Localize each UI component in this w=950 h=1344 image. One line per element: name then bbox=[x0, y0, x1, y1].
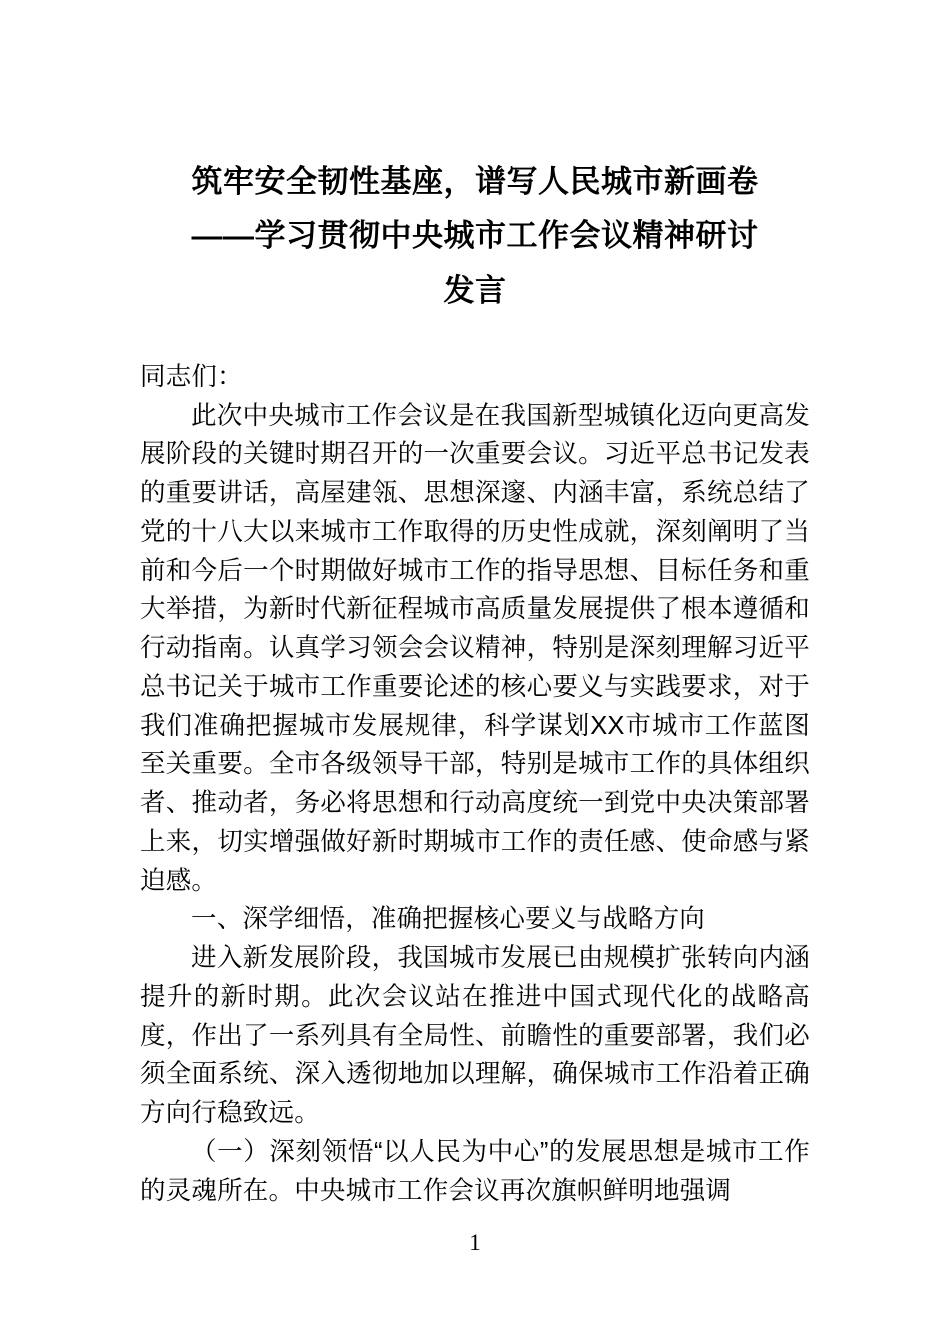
title-line-1: 筑牢安全韧性基座，谱写人民城市新画卷 bbox=[191, 164, 759, 199]
title-line-3: 发言 bbox=[443, 272, 507, 308]
paragraph-3: （一）深刻领悟“以人民为中心”的发展思想是城市工作的灵魂所在。中央城市工作会议再次旗帜鲜明地强调 bbox=[140, 1137, 810, 1205]
document-body bbox=[140, 358, 810, 1211]
paragraph-1: 此次中央城市工作会议是在我国新型城镇化迈向更高发展阶段的关键时期召开的一次重要会议。习近平总书记发表的重要讲话，高屋建瓴、思想深邃、内涵丰富，系统总结了党的十八大以来城市工作取得的历史性成就，深刻阐明了当前和今后一个时期做好城市工作的指导思想、目标任务和重大举措，为新时代新征程城市高质量发展提供了根本遵循和行动指南。认真学习领会会议精神，特别是深刻理解习近平总书记关于城市工作重要论述的核心要义与实践要求，对于我们准确把握城市发展规律，科学谋划XX市城市工作蓝图至关重要。全市各级领导干部，特别是城市工作的具体组织者、推动者，务必将思想和行动高度统一到党中央决策部署上来，切实增强做好新时期城市工作的责任感、使命感与紧迫感。 bbox=[140, 401, 810, 895]
paragraph-2: 进入新发展阶段，我国城市发展已由规模扩张转向内涵提升的新时期。此次会议站在推进中国式现代化的战略高度，作出了一系列具有全局性、前瞻性的重要部署，我们必须全面系统、深入透彻地加以理解，确保城市工作沿着正确方向行稳致远。 bbox=[140, 944, 810, 1127]
title-line-2: ——学习贯彻中央城市工作会议精神研讨 bbox=[191, 218, 759, 254]
page-number: 1 bbox=[469, 1230, 481, 1255]
salutation: 同志们： bbox=[140, 362, 243, 391]
section-heading-1: 一、深学细悟，准确把握核心要义与战略方向 bbox=[191, 905, 706, 934]
page-title bbox=[140, 155, 810, 318]
